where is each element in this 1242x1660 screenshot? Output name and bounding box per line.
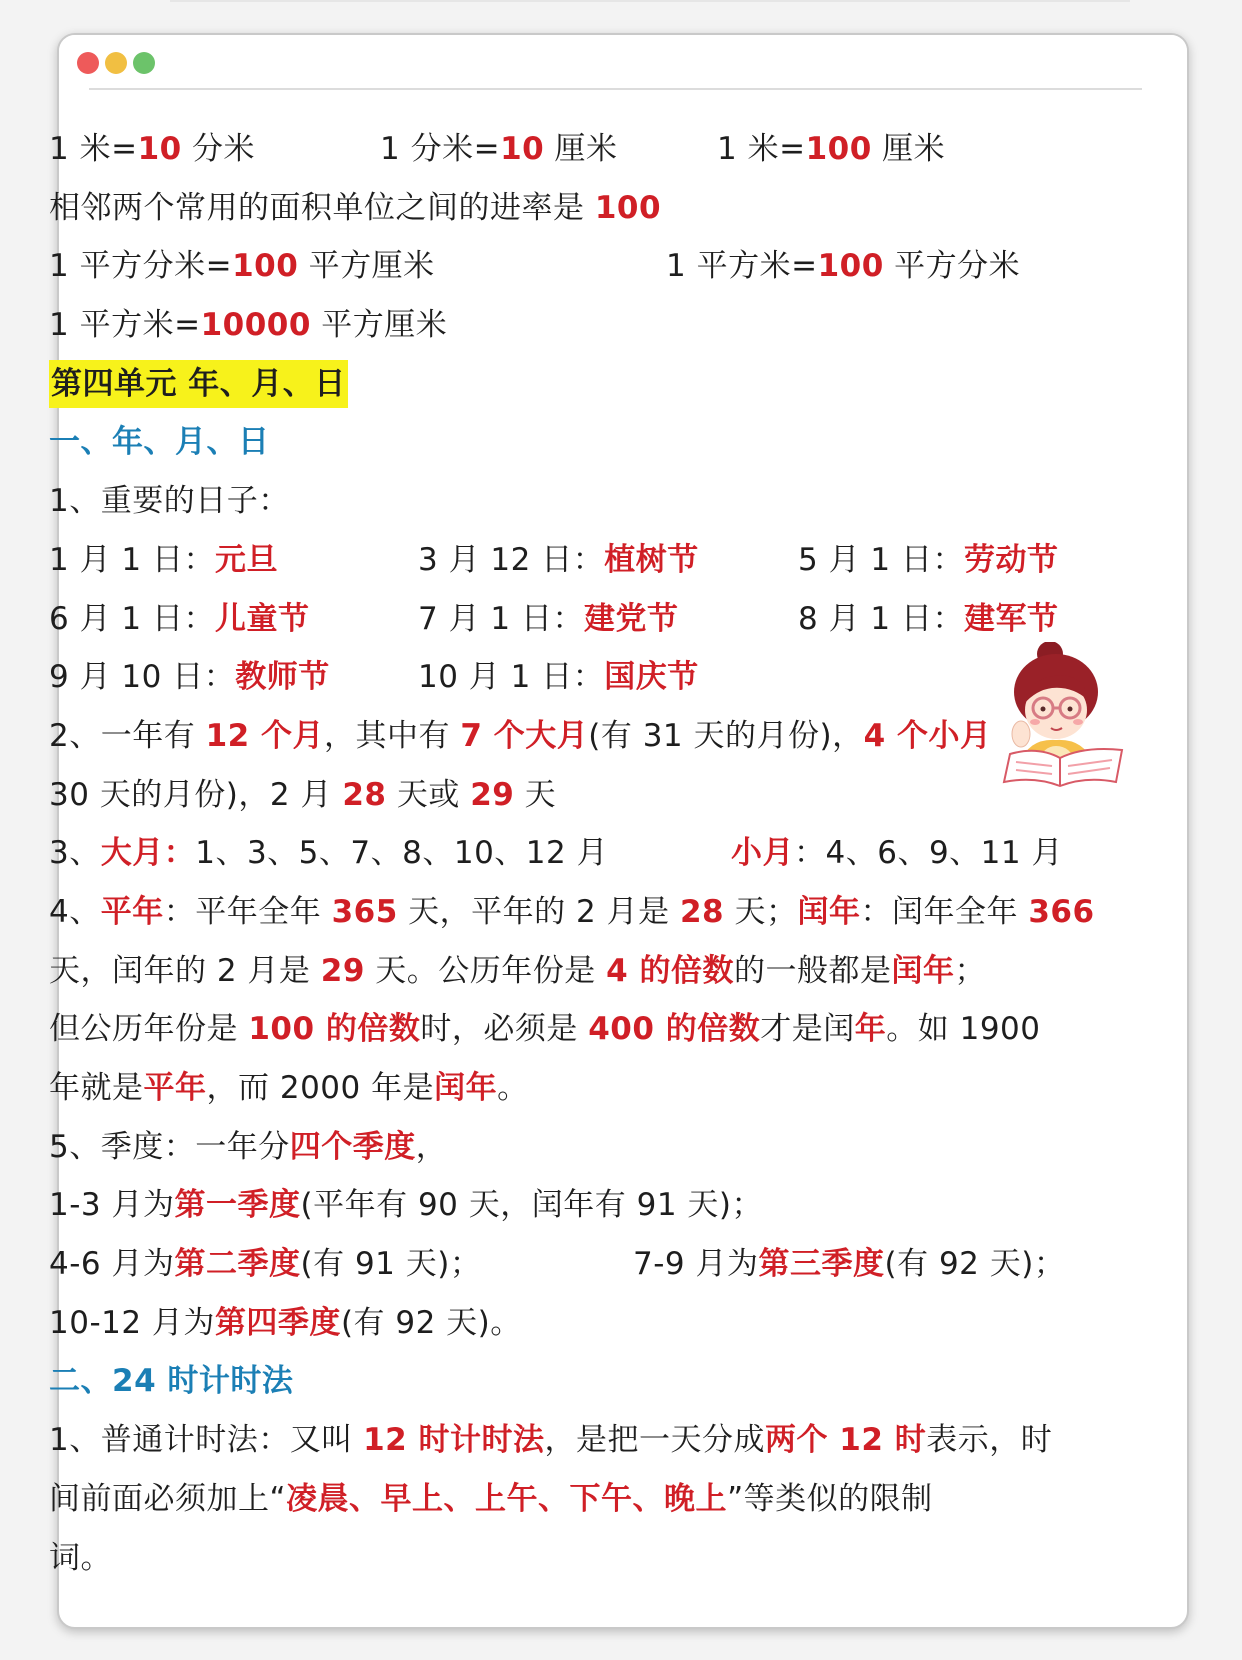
minimize-dot-icon[interactable] [105, 52, 127, 74]
top-divider [170, 0, 1130, 2]
area-rate-line: 相邻两个常用的面积单位之间的进率是 100 [49, 189, 662, 226]
item4-line-2: 天，闰年的 2 月是 29 天。公历年份是 4 的倍数的一般都是闰年； [49, 952, 987, 989]
holidays-row-2 [49, 590, 1149, 649]
reading-girl-avatar-icon [988, 642, 1128, 792]
holiday-item: 5 月 1 日：劳动节 [798, 541, 1059, 578]
holiday-item: 8 月 1 日：建军节 [798, 600, 1059, 637]
section2-title-line [49, 1352, 1149, 1411]
title-divider [89, 88, 1142, 90]
s2item1-line-2: 间前面必须加上“凌晨、早上、上午、下午、晚上”等类似的限制 [49, 1480, 933, 1517]
quarter-1-line: 1-3 月为第一季度(平年有 90 天，闰年有 91 天)； [49, 1187, 763, 1224]
item1-title: 1、重要的日子： [49, 483, 290, 520]
holiday-item: 6 月 1 日：儿童节 [49, 600, 310, 637]
document-content [49, 120, 1149, 1587]
unit4-title-line [49, 355, 1149, 414]
s2item1-line-3: 词。 [49, 1539, 112, 1576]
quarter-4-line: 10-12 月为第四季度(有 92 天)。 [49, 1304, 522, 1341]
length-units-line [49, 120, 1149, 179]
item4-line-4: 年就是平年，而 2000 年是闰年。 [49, 1070, 529, 1106]
holiday-item: 7 月 1 日：建党节 [418, 600, 679, 637]
item3-line: 3、大月：1、3、5、7、8、10、12 月 小月：4、6、9、11 月 [49, 835, 1063, 872]
holiday-item: 3 月 12 日：植树节 [418, 541, 699, 578]
section1-title-line [49, 413, 1149, 472]
unit-sqm-sqdm: 1 平方米=100 平方分米 [666, 248, 1021, 285]
unit-m-cm: 1 米=100 厘米 [717, 131, 946, 167]
item2-line-2: 30 天的月份)，2 月 28 天或 29 天 [49, 776, 557, 813]
item5-line-1: 5、季度：一年分四个季度， [49, 1128, 448, 1165]
maximize-dot-icon[interactable] [133, 52, 155, 74]
unit4-title: 第四单元 年、月、日 [49, 360, 348, 408]
item4-line-3: 但公历年份是 100 的倍数时，必须是 400 的倍数才是闰年。如 1900 [49, 1011, 1041, 1048]
unit-m-dm: 1 米=10 分米 [49, 131, 256, 167]
s2item1-line-1: 1、普通计时法：又叫 12 时计时法，是把一天分成两个 12 时表示，时 [49, 1422, 1053, 1459]
holiday-item: 10 月 1 日：国庆节 [418, 659, 699, 696]
section2-title: 二、24 时计时法 [49, 1363, 294, 1400]
holiday-item: 9 月 10 日：教师节 [49, 659, 330, 696]
holiday-item: 1 月 1 日：元旦 [49, 541, 279, 578]
holidays-row-1 [49, 531, 1149, 590]
area-units-line [49, 237, 1149, 296]
quarter-2-3-line: 4-6 月为第二季度(有 91 天)； 7-9 月为第三季度(有 92 天)； [49, 1246, 1066, 1283]
title-bar [59, 35, 1187, 87]
unit-sqdm-sqcm: 1 平方分米=100 平方厘米 [49, 248, 435, 285]
area-units-line-2: 1 平方米=10000 平方厘米 [49, 307, 448, 344]
unit-dm-cm: 1 分米=10 厘米 [380, 131, 618, 167]
holidays-row-3 [49, 648, 1149, 707]
section1-title: 一、年、月、日 [49, 424, 270, 461]
close-dot-icon[interactable] [77, 52, 99, 74]
item2-line-1: 2、一年有 12 个月，其中有 7 个大月(有 31 天的月份)，4 个小月 [49, 717, 992, 754]
item4-line-1: 4、平年：平年全年 365 天，平年的 2 月是 28 天；闰年：闰年全年 366 [49, 893, 1095, 930]
